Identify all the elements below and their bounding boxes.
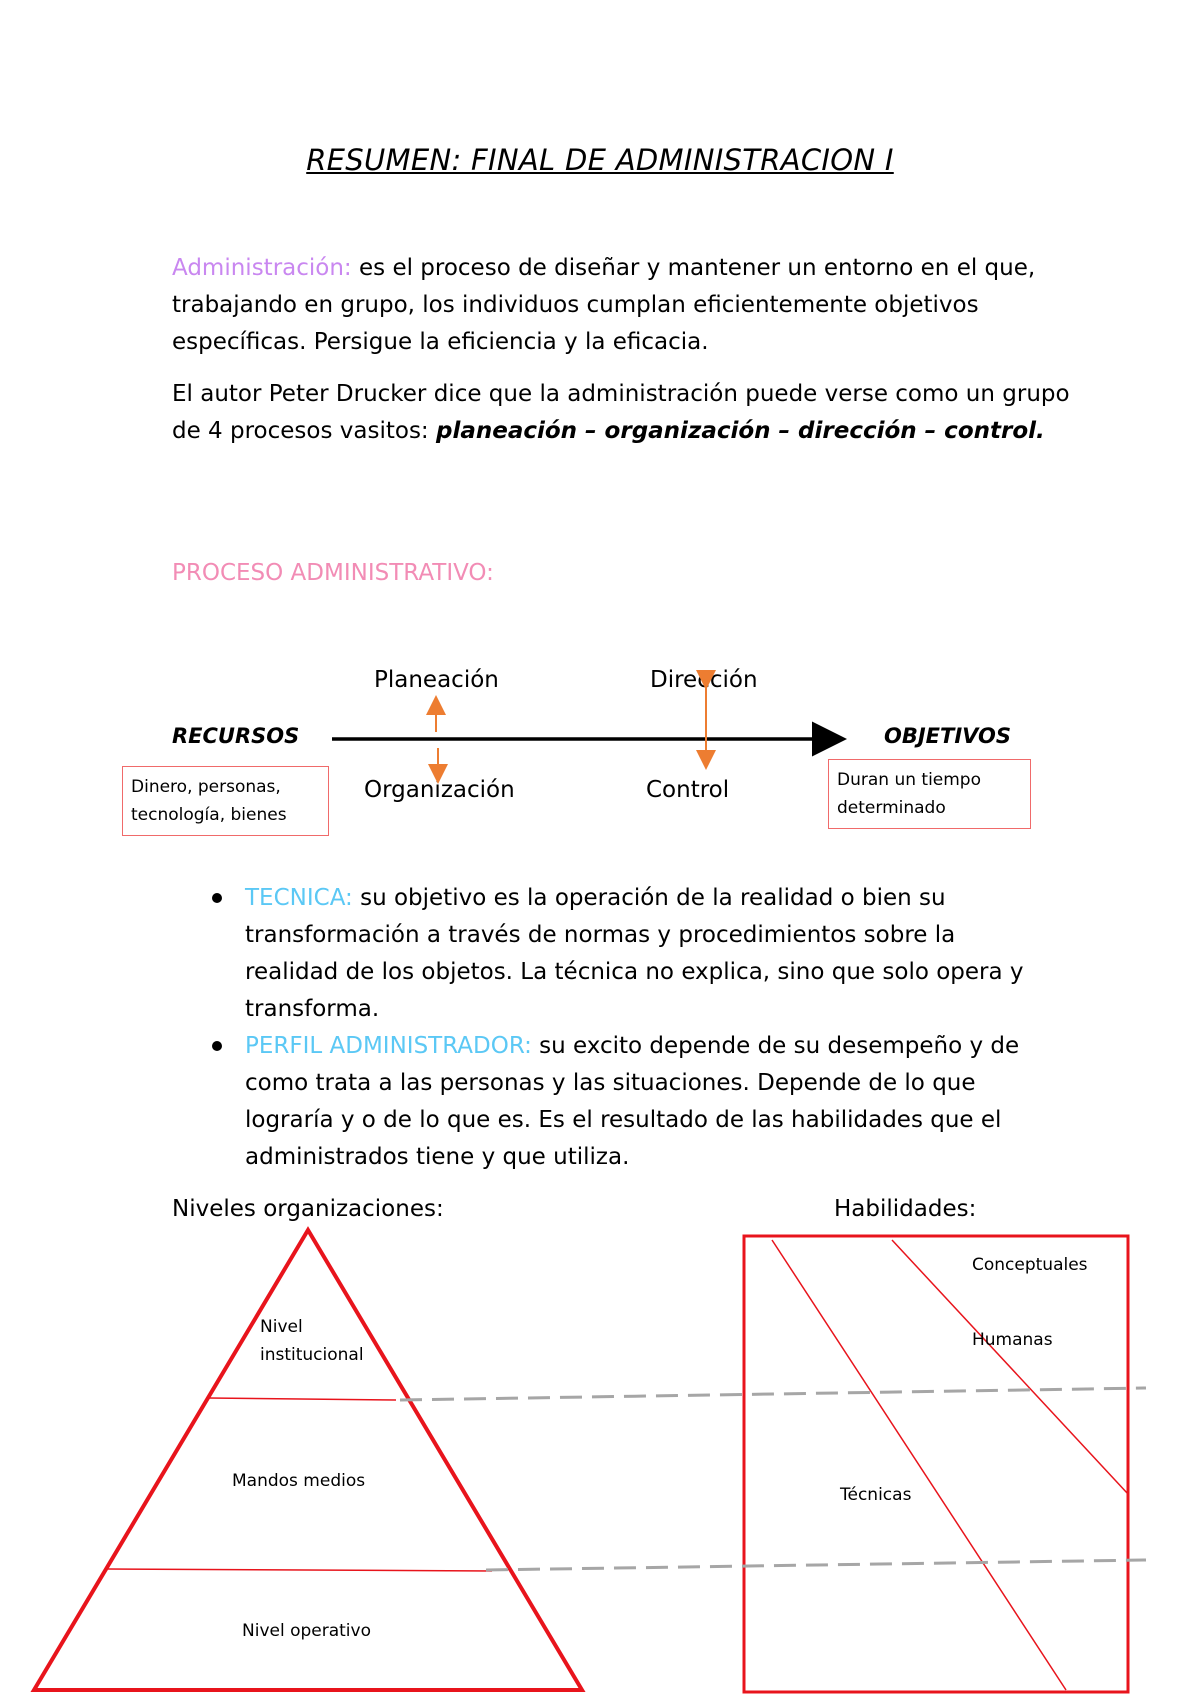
label-direccion: Dirección <box>650 667 758 693</box>
pyramid-label-institucional: Nivel institucional <box>260 1317 364 1365</box>
page-title: RESUMEN: FINAL DE ADMINISTRACION I <box>306 143 894 177</box>
definition-term: Administración: <box>172 255 352 281</box>
habilidades-box <box>744 1236 1128 1692</box>
habilidades-label: Habilidades: <box>834 1196 977 1222</box>
objetivos-box: Duran un tiempo determinado <box>828 759 1031 829</box>
label-organizacion: Organización <box>364 777 515 803</box>
drucker-text: El autor Peter Drucker dice que la administración puede verse como un grupo de 4 procesos vasitos: <box>172 381 1070 444</box>
habilidad-label-conceptuales: Conceptuales <box>972 1255 1088 1275</box>
bullet-text-tecnica: su objetivo es la operación de la realidad o bien su transformación a través de normas y procedimientos sobre la realidad de los objetos. La técnica no explica, sino que solo opera y transforma. <box>245 885 1024 1022</box>
section-heading-proceso: PROCESO ADMINISTRATIVO: <box>172 560 494 586</box>
label-control: Control <box>646 777 730 803</box>
drucker-emphasis: planeación – organización – dirección – control. <box>435 418 1045 444</box>
habilidad-label-tecnicas: Técnicas <box>840 1485 912 1505</box>
label-recursos: RECURSOS <box>172 724 300 748</box>
niveles-label: Niveles organizaciones: <box>172 1196 444 1222</box>
pyramid-divider-top <box>208 1398 396 1400</box>
label-objetivos: OBJETIVOS <box>884 724 1012 748</box>
definition-text: es el proceso de diseñar y mantener un entorno en el que, trabajando en grupo, los individuos cumplan eficientemente objetivos específicas. Persigue la eficiencia y la eficacia. <box>172 255 1036 355</box>
pyramid-label-medios: Mandos medios <box>232 1471 366 1491</box>
dash-connector-bottom <box>486 1560 1146 1570</box>
bullet-term-perfil: PERFIL ADMINISTRADOR: <box>245 1033 532 1059</box>
pyramid-divider-bottom <box>108 1569 492 1571</box>
habilidad-label-humanas: Humanas <box>972 1330 1053 1350</box>
bullet-text-perfil: su excito depende de su desempeño y de como trata a las personas y las situaciones. Depende de lo que lograría y o de lo que es. Es el resultado de las habilidades que el administrados tiene y que utiliza. <box>245 1033 1020 1170</box>
label-planeacion: Planeación <box>374 667 499 693</box>
recursos-box: Dinero, personas, tecnología, bienes <box>122 766 329 836</box>
pyramid-label-operativo: Nivel operativo <box>242 1621 371 1641</box>
bullet-term-tecnica: TECNICA: <box>245 885 353 911</box>
habilidades-diagonal-left <box>772 1240 1066 1690</box>
